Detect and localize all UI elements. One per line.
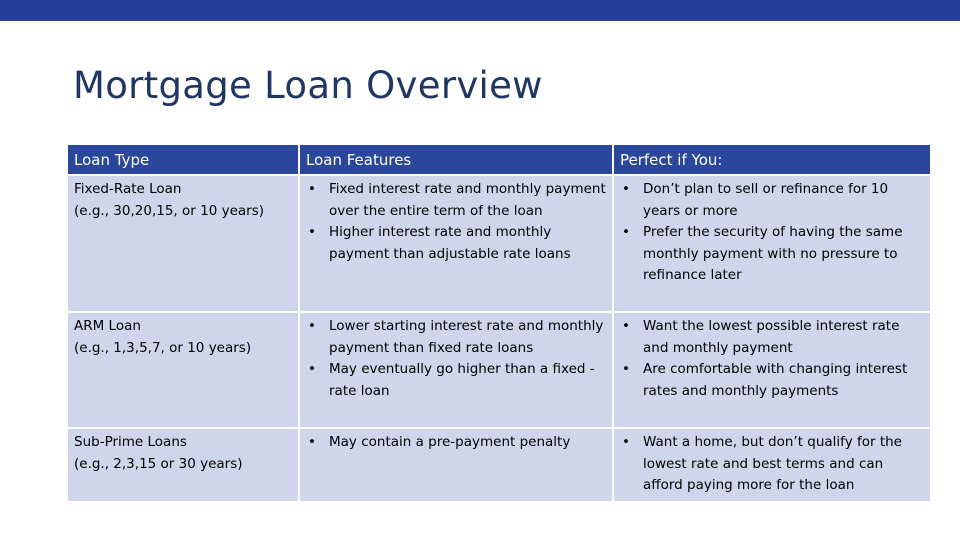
perfect-if-item <box>620 316 924 359</box>
bullet-icon: • <box>622 434 630 450</box>
loan-features-cell <box>300 176 612 311</box>
perfect-if-item <box>620 179 924 222</box>
loan-type-cell <box>68 176 298 311</box>
feature-text: Lower starting interest rate and monthly payment than fixed rate loans <box>329 318 604 356</box>
loan-type-cell <box>68 313 298 427</box>
feature-text: Fixed interest rate and monthly payment over the entire term of the loan <box>329 181 606 219</box>
feature-item <box>306 316 606 359</box>
loan-type-terms: (e.g., 1,3,5,7, or 10 years) <box>74 339 252 356</box>
table-row <box>68 429 930 501</box>
perfect-if-item <box>620 432 924 497</box>
header-loan-features: Loan Features <box>300 145 612 174</box>
bullet-icon: • <box>622 224 630 240</box>
bullet-icon: • <box>308 361 316 377</box>
perfect-if-text: Are comfortable with changing interest rates and monthly payments <box>643 361 908 399</box>
bullet-icon: • <box>308 224 316 240</box>
feature-item <box>306 179 606 222</box>
loan-type-name: ARM Loan <box>74 318 141 334</box>
feature-item <box>306 359 606 402</box>
feature-item <box>306 222 606 265</box>
mortgage-loan-table <box>66 143 932 503</box>
table-header-row <box>68 145 930 174</box>
loan-type-cell <box>68 429 298 501</box>
feature-item <box>306 432 606 454</box>
perfect-if-cell <box>614 429 930 501</box>
table-row <box>68 176 930 311</box>
bullet-icon: • <box>622 361 630 377</box>
feature-text: May eventually go higher than a fixed -rate loan <box>329 361 595 399</box>
feature-text: May contain a pre-payment penalty <box>329 434 571 450</box>
perfect-if-cell <box>614 313 930 427</box>
bullet-icon: • <box>622 318 630 334</box>
loan-features-cell <box>300 313 612 427</box>
loan-features-cell <box>300 429 612 501</box>
perfect-if-text: Prefer the security of having the same monthly payment with no pressure to refinance later <box>643 224 903 283</box>
bullet-icon: • <box>308 434 316 450</box>
perfect-if-cell <box>614 176 930 311</box>
table-row <box>68 313 930 427</box>
slide-title: Mortgage Loan Overview <box>73 64 543 107</box>
perfect-if-text: Want a home, but don’t qualify for the lowest rate and best terms and can afford paying more for the loan <box>643 434 902 493</box>
header-perfect-if: Perfect if You: <box>614 145 930 174</box>
bullet-icon: • <box>308 318 316 334</box>
perfect-if-text: Don’t plan to sell or refinance for 10 years or more <box>643 181 889 219</box>
perfect-if-item <box>620 222 924 287</box>
loan-type-terms: (e.g., 30,20,15, or 10 years) <box>74 202 264 219</box>
loan-type-name: Sub-Prime Loans <box>74 434 187 450</box>
loan-type-terms: (e.g., 2,3,15 or 30 years) <box>74 455 243 472</box>
bullet-icon: • <box>308 181 316 197</box>
bullet-icon: • <box>622 181 630 197</box>
perfect-if-text: Want the lowest possible interest rate and monthly payment <box>643 318 900 356</box>
perfect-if-item <box>620 359 924 402</box>
top-accent-bar <box>0 0 960 21</box>
feature-text: Higher interest rate and monthly payment than adjustable rate loans <box>329 224 571 262</box>
header-loan-type: Loan Type <box>68 145 298 174</box>
loan-type-name: Fixed-Rate Loan <box>74 181 182 197</box>
